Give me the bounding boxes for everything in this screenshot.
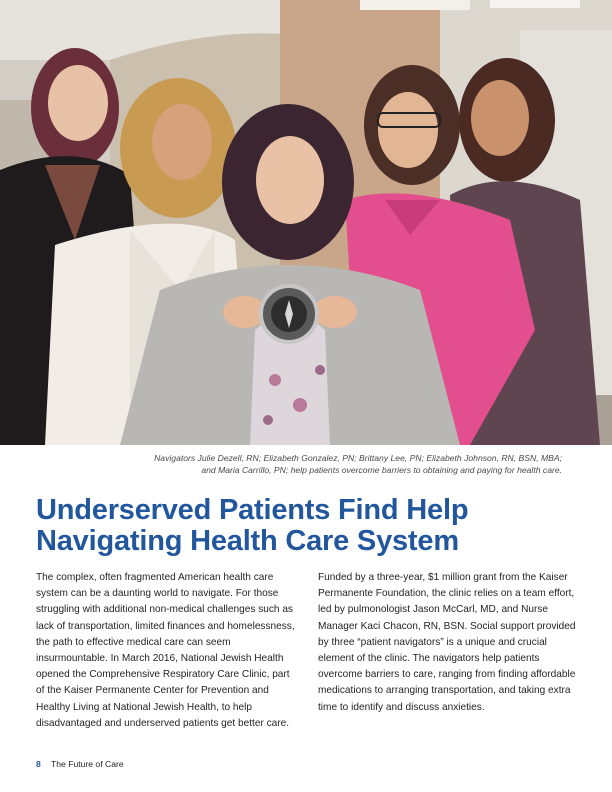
body-column-left: The complex, often fragmented American health care system can be a daunting world to navigate. For those struggling with additional non-medical challenges such as lack of transportation, limited finances and homelessness, the path to effective medical care can seem insurmountable. In March 2016, National Jewish Health opened the Comprehensive Respiratory Care Clinic, part of the Kaiser Permanente Center for Prevention and Healthy Living at National Jewish Health, to help disadvantaged and underserved patients get better care. (36, 572, 295, 729)
page-number: 8 (36, 759, 41, 769)
caption-line-1: Navigators Julie Dezell, RN; Elizabeth Gonzalez, PN; Brittany Lee, PN; Elizabeth Johnson, RN, BSN, MBA; (154, 453, 562, 463)
photo-caption (60, 452, 562, 476)
publication-title: The Future of Care (51, 759, 124, 769)
headline-line-1: Underserved Patients Find Help (36, 494, 469, 526)
body-column-right: Funded by a three-year, $1 million grant from the Kaiser Permanente Foundation, the clinic relies on a team effort, led by pulmonologist Jason McCarl, MD, and Nurse Manager Kaci Chacon, RN, BSN. Social support provided by three “patient navigators” is a unique and crucial element of the clinic. The navigators help patients overcome barriers to care, ranging from finding affordable medications to arranging transportation, and taking extra time to identify and discuss anxieties. (318, 572, 576, 713)
caption-line-2: and Maria Carrillo, PN; help patients overcome barriers to obtaining and paying for health care. (201, 465, 562, 475)
headline-line-2: Navigating Health Care System (36, 525, 459, 557)
page-footer (36, 759, 124, 769)
article-headline (36, 495, 596, 557)
